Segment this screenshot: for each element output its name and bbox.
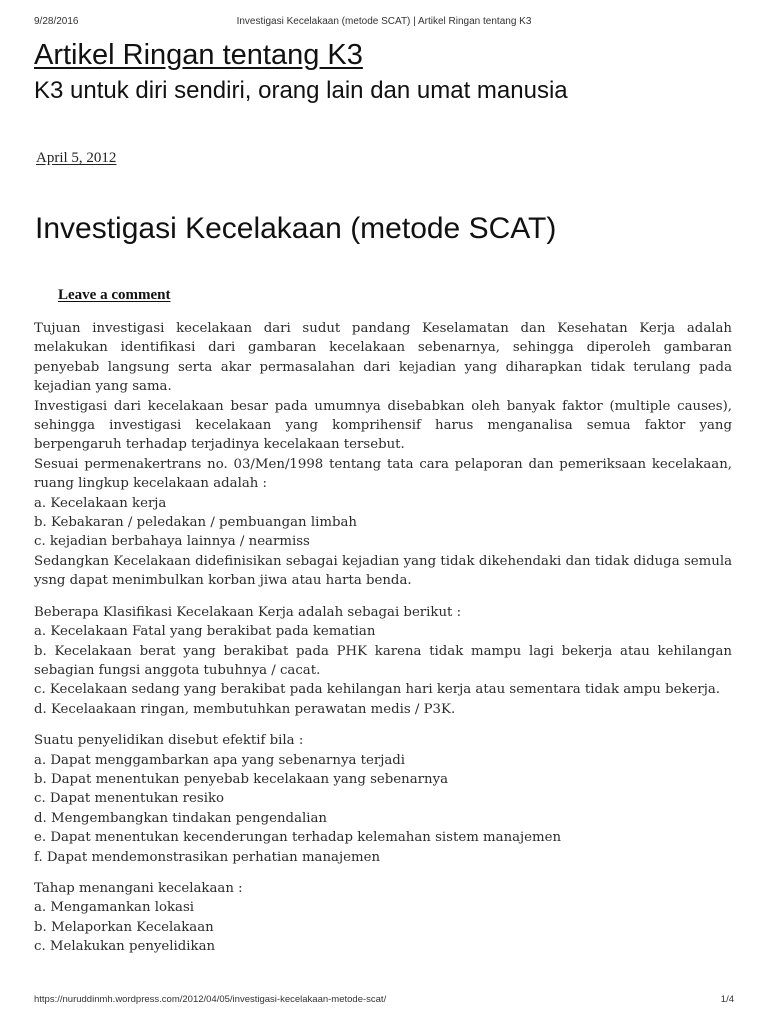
- paragraph: Tujuan investigasi kecelakaan dari sudut pandang Keselamatan dan Kesehatan Kerja adalah melakukan identifikasi dari gambaran kecelakaan sebenarnya, sehingga diperoleh gambaran penyebab langsung serta akar permasalahan dari kejadian yang diharapkan tidak terulang pada kejadian yang sama.: [34, 321, 732, 395]
- intro-section: [34, 319, 732, 591]
- print-footer: [34, 994, 734, 1008]
- paragraph: Suatu penyelidikan disebut efektif bila :: [34, 733, 304, 749]
- article-body: [34, 319, 732, 969]
- paragraph: Beberapa Klasifikasi Kecelakaan Kerja adalah sebagai berikut :: [34, 604, 462, 620]
- paragraph: Investigasi dari kecelakaan besar pada umumnya disebabkan oleh banyak faktor (multiple causes), sehingga investigasi kecelakaan yang komprihensif harus menganalisa semua faktor yang berpengaruh terhadap terjadinya kecelakaan tersebut.: [34, 398, 732, 453]
- list-item: b. Kecelakaan berat yang berakibat pada PHK karena tidak mampu lagi bekerja atau kehilangan sebagian fungsi anggota tubuhnya / cacat.: [34, 643, 732, 678]
- list-item: e. Dapat menentukan kecenderungan terhadap kelemahan sistem manajemen: [34, 830, 562, 846]
- list-item: f. Dapat mendemonstrasikan perhatian manajemen: [34, 849, 381, 865]
- print-header: [34, 16, 734, 30]
- klasifikasi-section: [34, 603, 732, 719]
- list-item: c. Kecelakaan sedang yang berakibat pada kehilangan hari kerja atau sementara tidak ampu bekerja.: [34, 682, 721, 698]
- list-item: b. Kebakaran / peledakan / pembuangan limbah: [34, 515, 357, 531]
- post-date-link[interactable]: April 5, 2012: [36, 150, 117, 166]
- post-title: Investigasi Kecelakaan (metode SCAT): [35, 212, 557, 245]
- tahap-section: [34, 879, 732, 957]
- site-tagline: K3 untuk diri sendiri, orang lain dan umat manusia: [34, 77, 568, 104]
- paragraph: Sesuai permenakertrans no. 03/Men/1998 tentang tata cara pelaporan dan pemeriksaan kecelakaan, ruang lingkup kecelakaan adalah :: [34, 456, 732, 492]
- print-date: 9/28/2016: [34, 16, 79, 27]
- print-page-title: Investigasi Kecelakaan (metode SCAT) | Artikel Ringan tentang K3: [236, 16, 532, 27]
- list-item: d. Mengembangkan tindakan pengendalian: [34, 810, 327, 826]
- efektif-section: [34, 731, 732, 867]
- list-item: a. Dapat menggambarkan apa yang sebenarnya terjadi: [34, 752, 406, 768]
- paragraph: Tahap menangani kecelakaan :: [34, 880, 243, 896]
- list-item: a. Kecelakaan kerja: [34, 495, 167, 511]
- site-title-link[interactable]: Artikel Ringan tentang K3: [34, 39, 363, 71]
- paragraph: Sedangkan Kecelakaan didefinisikan sebagai kejadian yang tidak dikehendaki dan tidak diduga semula ysng dapat menimbulkan korban jiwa atau harta benda.: [34, 553, 732, 589]
- list-item: c. kejadian berbahaya lainnya / nearmiss: [34, 534, 310, 550]
- list-item: b. Dapat menentukan penyebab kecelakaan yang sebenarnya: [34, 771, 449, 787]
- list-item: c. Dapat menentukan resiko: [34, 791, 225, 807]
- print-url: https://nuruddinmh.wordpress.com/2012/04/05/investigasi-kecelakaan-metode-scat/: [34, 994, 387, 1005]
- list-item: b. Melaporkan Kecelakaan: [34, 919, 214, 935]
- list-item: c. Melakukan penyelidikan: [34, 939, 216, 955]
- page-number: 1/4: [720, 994, 734, 1005]
- list-item: d. Kecelaakaan ringan, membutuhkan perawatan medis / P3K.: [34, 701, 456, 717]
- list-item: a. Kecelakaan Fatal yang berakibat pada kematian: [34, 624, 376, 640]
- list-item: a. Mengamankan lokasi: [34, 900, 195, 916]
- leave-comment-link[interactable]: Leave a comment: [58, 287, 171, 303]
